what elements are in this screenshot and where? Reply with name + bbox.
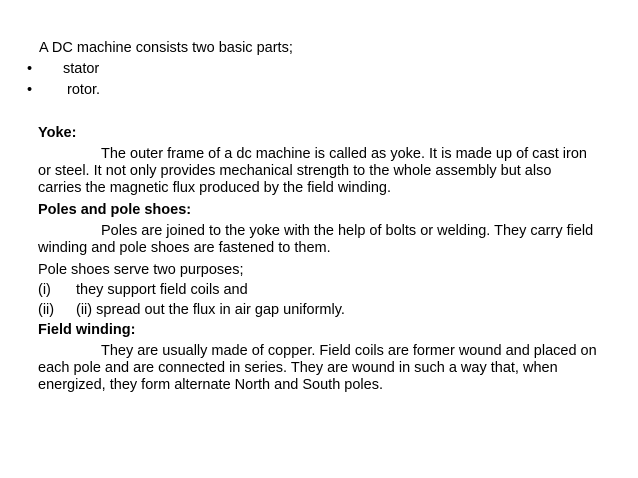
section-body-field-text: They are usually made of copper. Field coils are former wound and placed on each pole and are connected in series. They are wound in such a way that, when energized, they form alternate North and South poles. [38,343,597,393]
bullet-text: stator [63,61,100,77]
section-heading-poles: Poles and pole shoes: [38,202,192,218]
section-body-field [38,343,598,394]
bullet-item [24,59,293,80]
bullet-item [24,80,293,101]
purpose-text: (ii) spread out the flux in air gap uniformly. [76,302,345,318]
purpose-item [38,300,598,320]
purpose-item [38,280,598,300]
section-body-poles [38,223,598,257]
pole-shoes-purposes-intro: Pole shoes serve two purposes; [38,262,244,278]
section-body-yoke [38,146,598,197]
bullet-text: rotor. [63,82,101,98]
intro-lead: A DC machine consists two basic parts; [39,40,293,56]
content-block [38,123,598,394]
bullet-icon: • [27,61,33,77]
section-body-poles-text: Poles are joined to the yoke with the help of bolts or welding. They carry field winding and pole shoes are fastened to them. [38,223,594,256]
section-heading-field: Field winding: [38,322,136,338]
purpose-number: (i) [38,282,51,298]
bullet-icon: • [27,82,33,98]
intro-block [24,38,293,101]
section-body-yoke-text: The outer frame of a dc machine is called as yoke. It is made up of cast iron or steel. It not only provides mechanical strength to the whole assembly but also carries the magnetic flux produced by the field winding. [38,146,587,196]
purpose-number: (ii) [38,302,55,318]
section-heading-yoke: Yoke: [38,125,77,141]
purpose-text: they support field coils and [76,282,248,298]
